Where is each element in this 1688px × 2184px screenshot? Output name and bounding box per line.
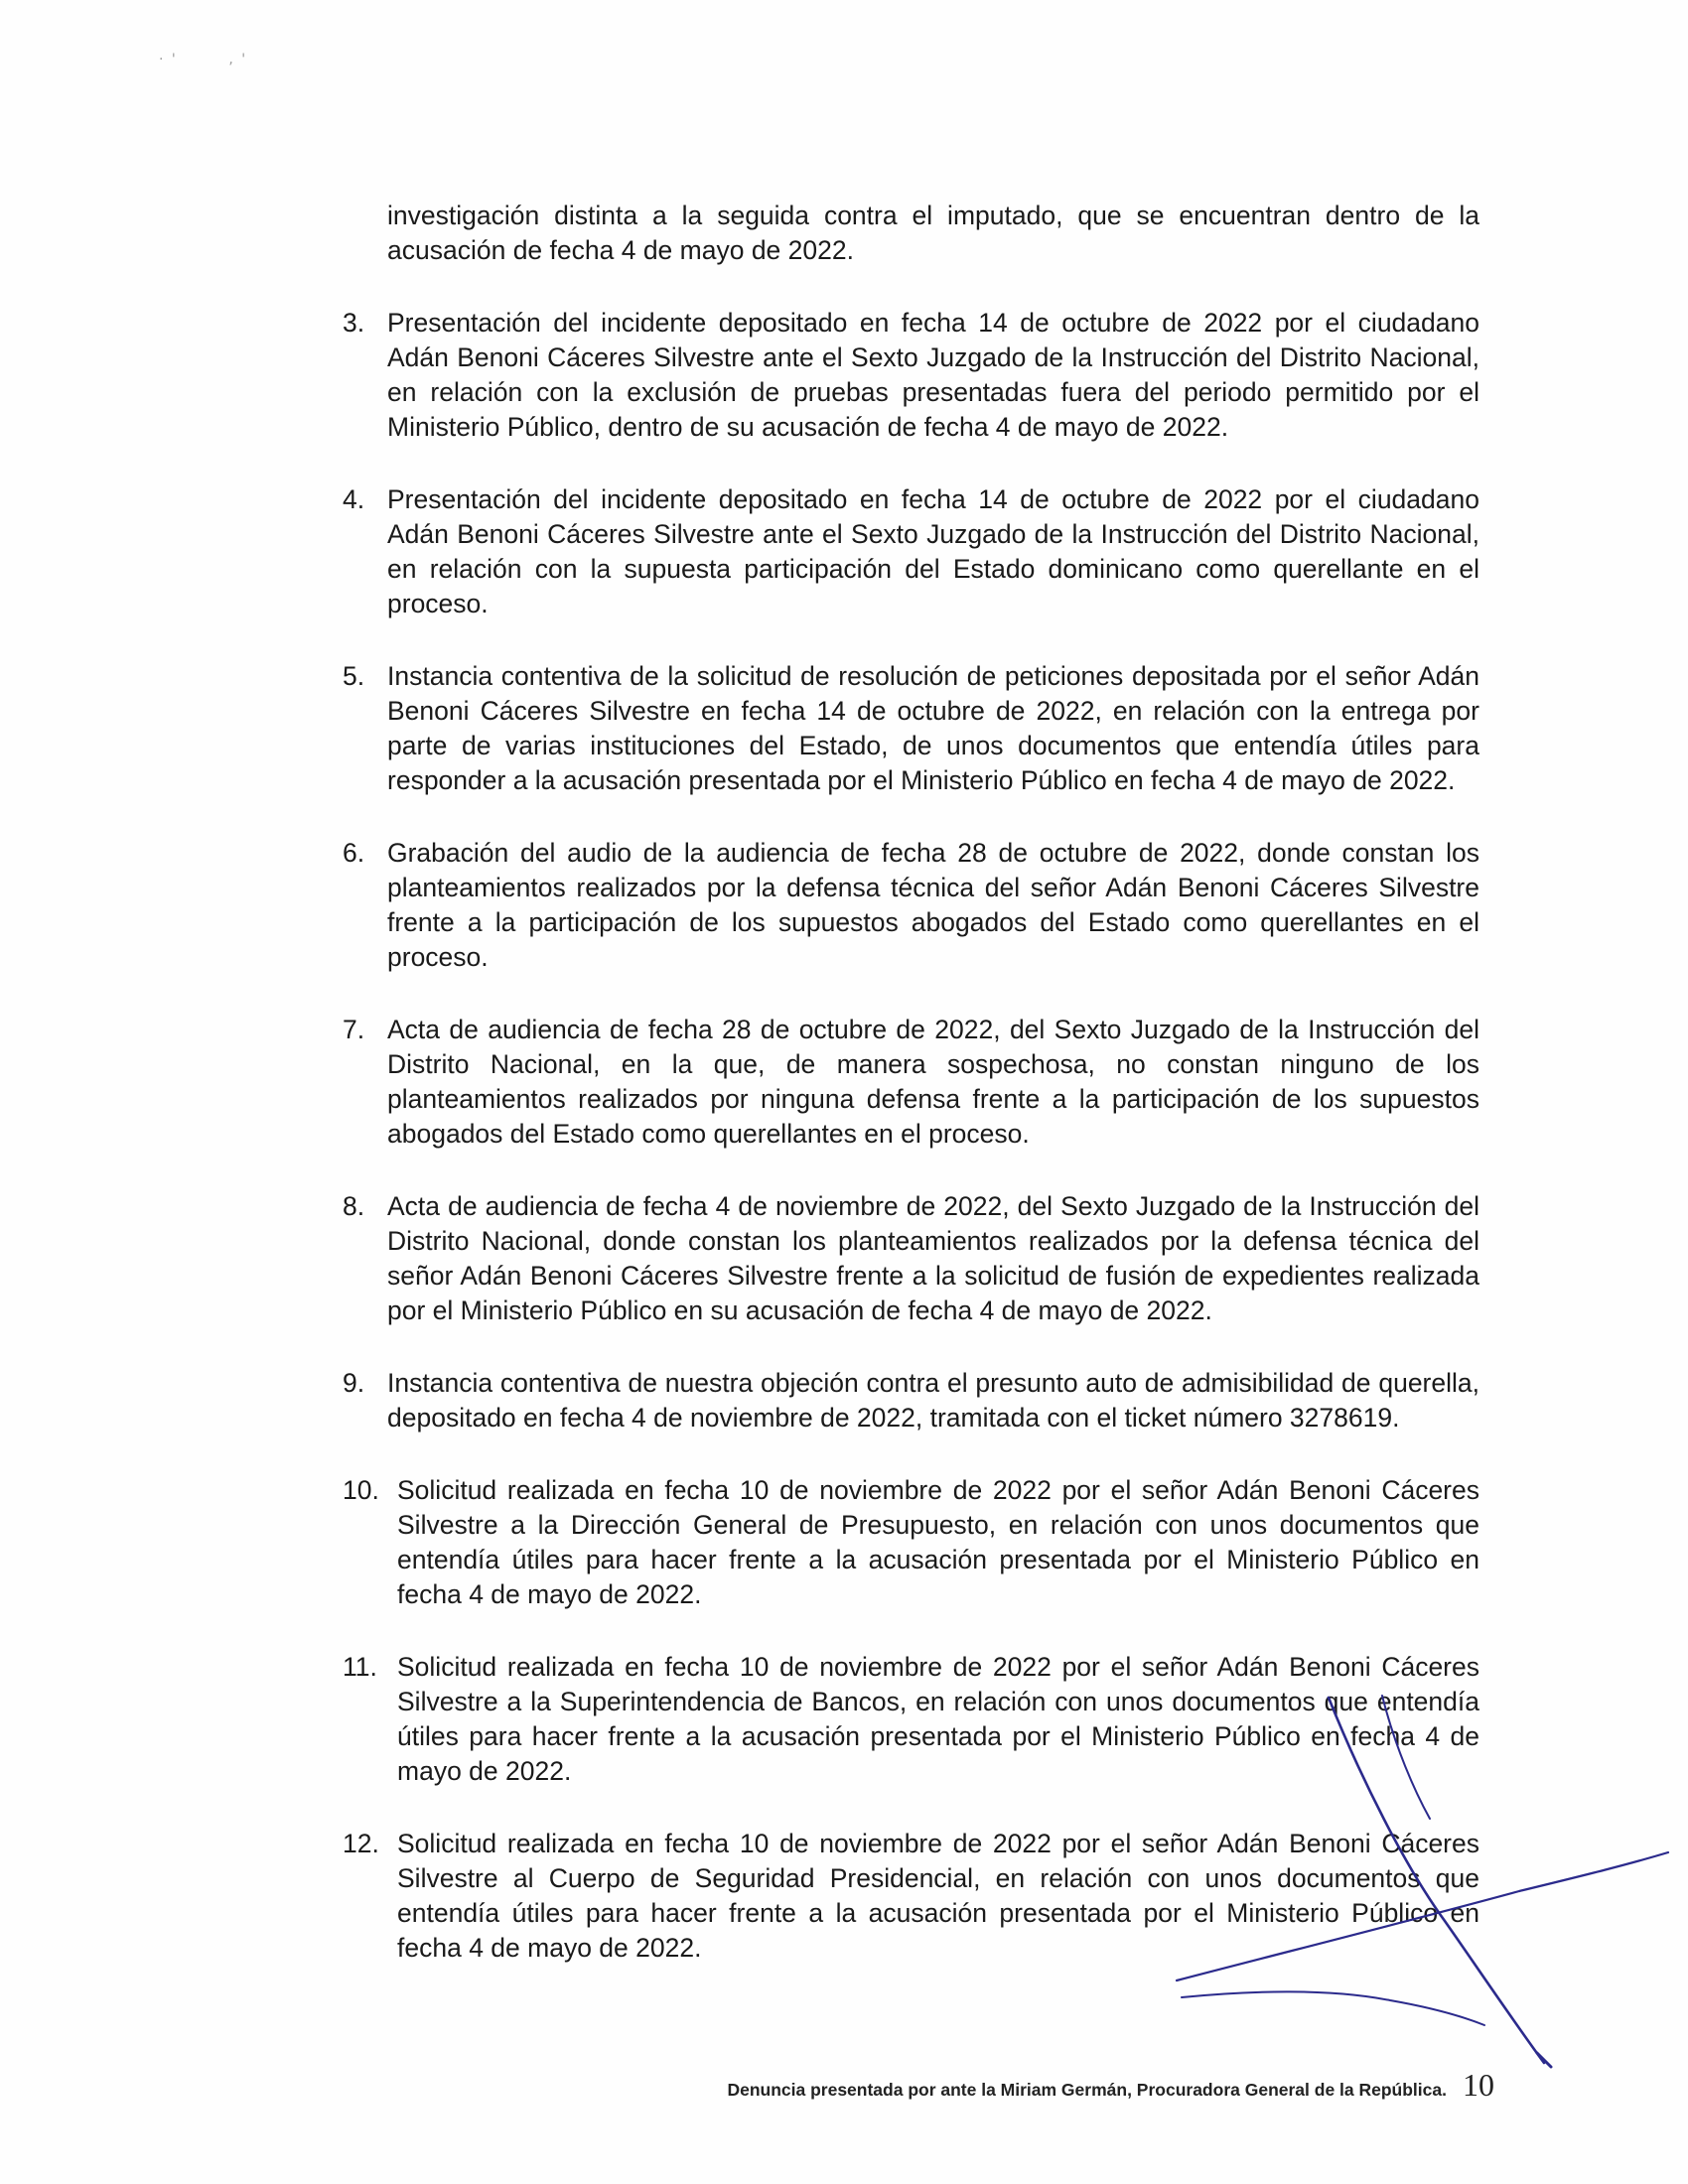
list-item [343,659,1479,798]
signature-stroke [1537,2053,1551,2067]
item-number: 12. [343,1829,379,1858]
item-number: 5. [343,661,365,691]
list-item [343,1650,1479,1789]
item-number: 10. [343,1475,379,1505]
list-item [343,1366,1479,1435]
item-text: Instancia contentiva de nuestra objeción contra el presunto auto de admisibilidad de querella, depositado en fecha 4 de noviembre de 2022, tramitada con el ticket número 3278619. [387,1368,1479,1433]
list-item [343,1189,1479,1328]
list-item [343,1013,1479,1152]
page-number: 10 [1463,2067,1494,2103]
list-item [343,482,1479,621]
item-text: Instancia contentiva de la solicitud de resolución de peticiones depositada por el señor Adán Benoni Cáceres Silvestre en fecha 14 de octubre de 2022, en relación con la entrega por parte de varias instituciones del Estado, de unos documentos que entendía útiles para responder a la acusación presentada por el Ministerio Público en fecha 4 de mayo de 2022. [387,661,1479,795]
item-text: Presentación del incidente depositado en fecha 14 de octubre de 2022 por el ciudadano Adán Benoni Cáceres Silvestre ante el Sexto Juzgado de la Instrucción del Distrito Nacional, en relación con la exclusión de pruebas presentadas fuera del periodo permitido por el Ministerio Público, dentro de su acusación de fecha 4 de mayo de 2022. [387,308,1479,442]
footer-text: Denuncia presentada por ante la Miriam Germán, Procuradora General de la República. [727,2080,1447,2100]
item-text: Acta de audiencia de fecha 4 de noviembre de 2022, del Sexto Juzgado de la Instrucción del Distrito Nacional, donde constan los planteamientos realizados por la defensa técnica del señor Adán Benoni Cáceres Silvestre frente a la solicitud de fusión de expedientes realizada por el Ministerio Público en su acusación de fecha 4 de mayo de 2022. [387,1191,1479,1325]
signature-stroke [1182,1991,1484,2025]
list-item [343,836,1479,975]
intro-paragraph: investigación distinta a la seguida contra el imputado, que se encuentran dentro de la acusación de fecha 4 de mayo de 2022. [387,201,1479,265]
list-item [343,1827,1479,1966]
item-number: 8. [343,1191,365,1221]
item-number: 9. [343,1368,365,1398]
item-text: Solicitud realizada en fecha 10 de noviembre de 2022 por el señor Adán Benoni Cáceres Silvestre a la Superintendencia de Bancos, en relación con unos documentos que entendía útiles para hacer frente a la acusación presentada por el Ministerio Público en fecha 4 de mayo de 2022. [397,1652,1479,1786]
item-text: Grabación del audio de la audiencia de fecha 28 de octubre de 2022, donde constan los planteamientos realizados por la defensa técnica del señor Adán Benoni Cáceres Silvestre frente a la participación de los supuestos abogados del Estado como querellantes en el proceso. [387,838,1479,972]
item-number: 3. [343,308,365,338]
scan-specks: · ' , ' [159,52,248,68]
item-text: Solicitud realizada en fecha 10 de noviembre de 2022 por el señor Adán Benoni Cáceres Silvestre a la Dirección General de Presupuesto, en relación con unos documentos que entendía útiles para hacer frente a la acusación presentada por el Ministerio Público en fecha 4 de mayo de 2022. [397,1475,1479,1609]
item-number: 4. [343,484,365,514]
item-number: 6. [343,838,365,868]
list-item [343,306,1479,445]
item-text: Presentación del incidente depositado en fecha 14 de octubre de 2022 por el ciudadano Adán Benoni Cáceres Silvestre ante el Sexto Juzgado de la Instrucción del Distrito Nacional, en relación con la supuesta participación del Estado dominicano como querellante en el proceso. [387,484,1479,618]
item-text: Solicitud realizada en fecha 10 de noviembre de 2022 por el señor Adán Benoni Cáceres Silvestre al Cuerpo de Seguridad Presidencial, en relación con unos documentos que entendía útiles para hacer frente a la acusación presentada por el Ministerio Público en fecha 4 de mayo de 2022. [397,1829,1479,1963]
item-number: 7. [343,1015,365,1044]
page-footer [727,2067,1494,2104]
list-item [343,1473,1479,1612]
item-number: 11. [343,1652,377,1682]
document-body [343,199,1479,1966]
item-text: Acta de audiencia de fecha 28 de octubre de 2022, del Sexto Juzgado de la Instrucción del Distrito Nacional, en la que, de manera sospechosa, no constan ninguno de los planteamientos realizados por ninguna defensa frente a la participación de los supuestos abogados del Estado como querellantes en el proceso. [387,1015,1479,1149]
